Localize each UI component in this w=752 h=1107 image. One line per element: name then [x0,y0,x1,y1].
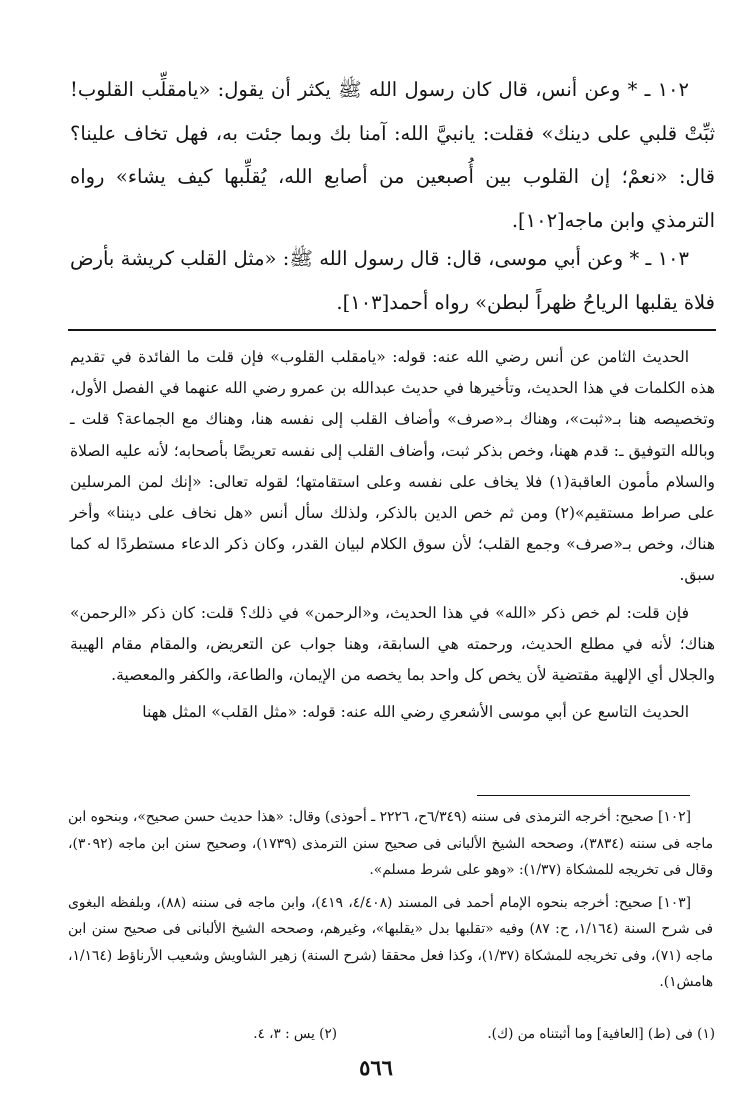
footnote-separator-line [477,795,690,796]
reference-102: [١٠٢] صحيح: أخرجه الترمذى فى سننه (٦/٣٤٩ح، ٢٢٢٦ ـ أحوذى) وقال: «هذا حديث حسن صحيح»، وبنحوه ابن ماجه فى سننه (٣٨٣٤)، وصححه الشيخ الألبانى فى صحيح سنن الترمذى (١٧٣٩)، وصحيح سنن ابن ماجه (٣٠٩٢)، وقال فى تخريجه للمشكاة (١/٣٧): «وهو على شرط مسلم». [68,809,713,878]
commentary-paragraph-3: الحديث التاسع عن أبي موسى الأشعري رضي الله عنه: قوله: «مثل القلب» المثل ههنا [142,703,689,722]
references [68,804,713,1002]
hadith-103-text: ١٠٣ ـ * وعن أبي موسى، قال: قال رسول الله ﷺ: «مثل القلب كريشة بأرض فلاة يقلبها الرياحُ ظهراً لبطن» رواه أحمد[١٠٣]. [70,247,715,314]
footnote-2: (٢) يس : ٣، ٤. [253,1026,337,1042]
main-separator-line [68,329,716,331]
hadith-103 [70,237,715,324]
page-number: ٥٦٦ [359,1055,393,1080]
commentary [70,342,715,734]
hadith-102 [70,68,715,242]
commentary-paragraph-2: فإن قلت: لم خص ذكر «الله» في هذا الحديث، و«الرحمن» في ذلك؟ قلت: كان ذكر «الرحمن» هناك؛ لأنه في مطلع الحديث، ورحمته هي السابقة، وهنا جواب عن التعريض، والمقام مقام الهيبة والجلال أي الإلهية مقتضية لأن يخص كل واحد بما يخصه من الإيمان، والطاعة، والكفر والمعصية. [70,603,715,685]
hadith-102-text: ١٠٢ ـ * وعن أنس، قال كان رسول الله ﷺ يكثر أن يقول: «يامقلِّب القلوب! ثبِّتْ قلبي على دينك» فقلت: يانبيَّ الله: آمنا بك وبما جئت به، فهل تخاف علينا؟ قال: «نعمْ؛ إن القلوب بين أُصبعين من أصابع الله، يُقلِّبها كيف يشاء» رواه الترمذي وابن ماجه[١٠٢]. [70,78,715,232]
footnote-1: (١) فى (ط) [العافية] وما أثبتناه من (ك). [487,1026,715,1042]
reference-103: [١٠٣] صحيح: أخرجه بنحوه الإمام أحمد فى المسند (٤/٤٠٨، ٤١٩)، وابن ماجه فى سننه (٨٨)، وبلفظه البغوى فى شرح السنة (١/١٦٤، ح: ٨٧) وفيه «تقلبها بدل «يقلبها»، وغيرهم، وصححه الشيخ الألبانى فى صحيح سنن ابن ماجه (٧١)، وفى تخريجه للمشكاة (١/٣٧)، وكذا فعل محققا (شرح السنة) زهير الشاويش وشعيب الأرناؤط (١/١٦٤، هامش١). [68,894,713,990]
commentary-paragraph-1: الحديث الثامن عن أنس رضي الله عنه: قوله: «يامقلب القلوب» فإن قلت ما الفائدة في تقديم هذه الكلمات في هذا الحديث، وتأخيرها في حديث عبدالله بن عمرو رضي الله عنهما في الفصل الأول، وتخصيصه هنا بـ«ثبت»، وهناك بـ«صرف» وأضاف القلب إلى نفسه هنا، وهناك مع الجماعة؟ قلت ـ وبالله التوفيق ـ: قدم ههنا، وخص بذكر ثبت، وأضاف القلب إلى نفسه تعريضًا بأصحابه؛ لأنه عليه الصلاة والسلام مأمون العاقبة(١) فلا يخاف على نفسه وعلى استقامتها؛ لقوله تعالى: «إنك لمن المرسلين على صراط مستقيم»(٢) ومن ثم خص الدين بالذكر، ولذلك سأل أنس «هل نخاف على ديننا» وأخر هناك، وخص بـ«صرف» وجمع القلب؛ لأن سوق الكلام لبيان القدر، وكان ذكر الدعاء مستطردًا له كما سبق. [70,348,715,585]
footnotes [210,1026,715,1050]
